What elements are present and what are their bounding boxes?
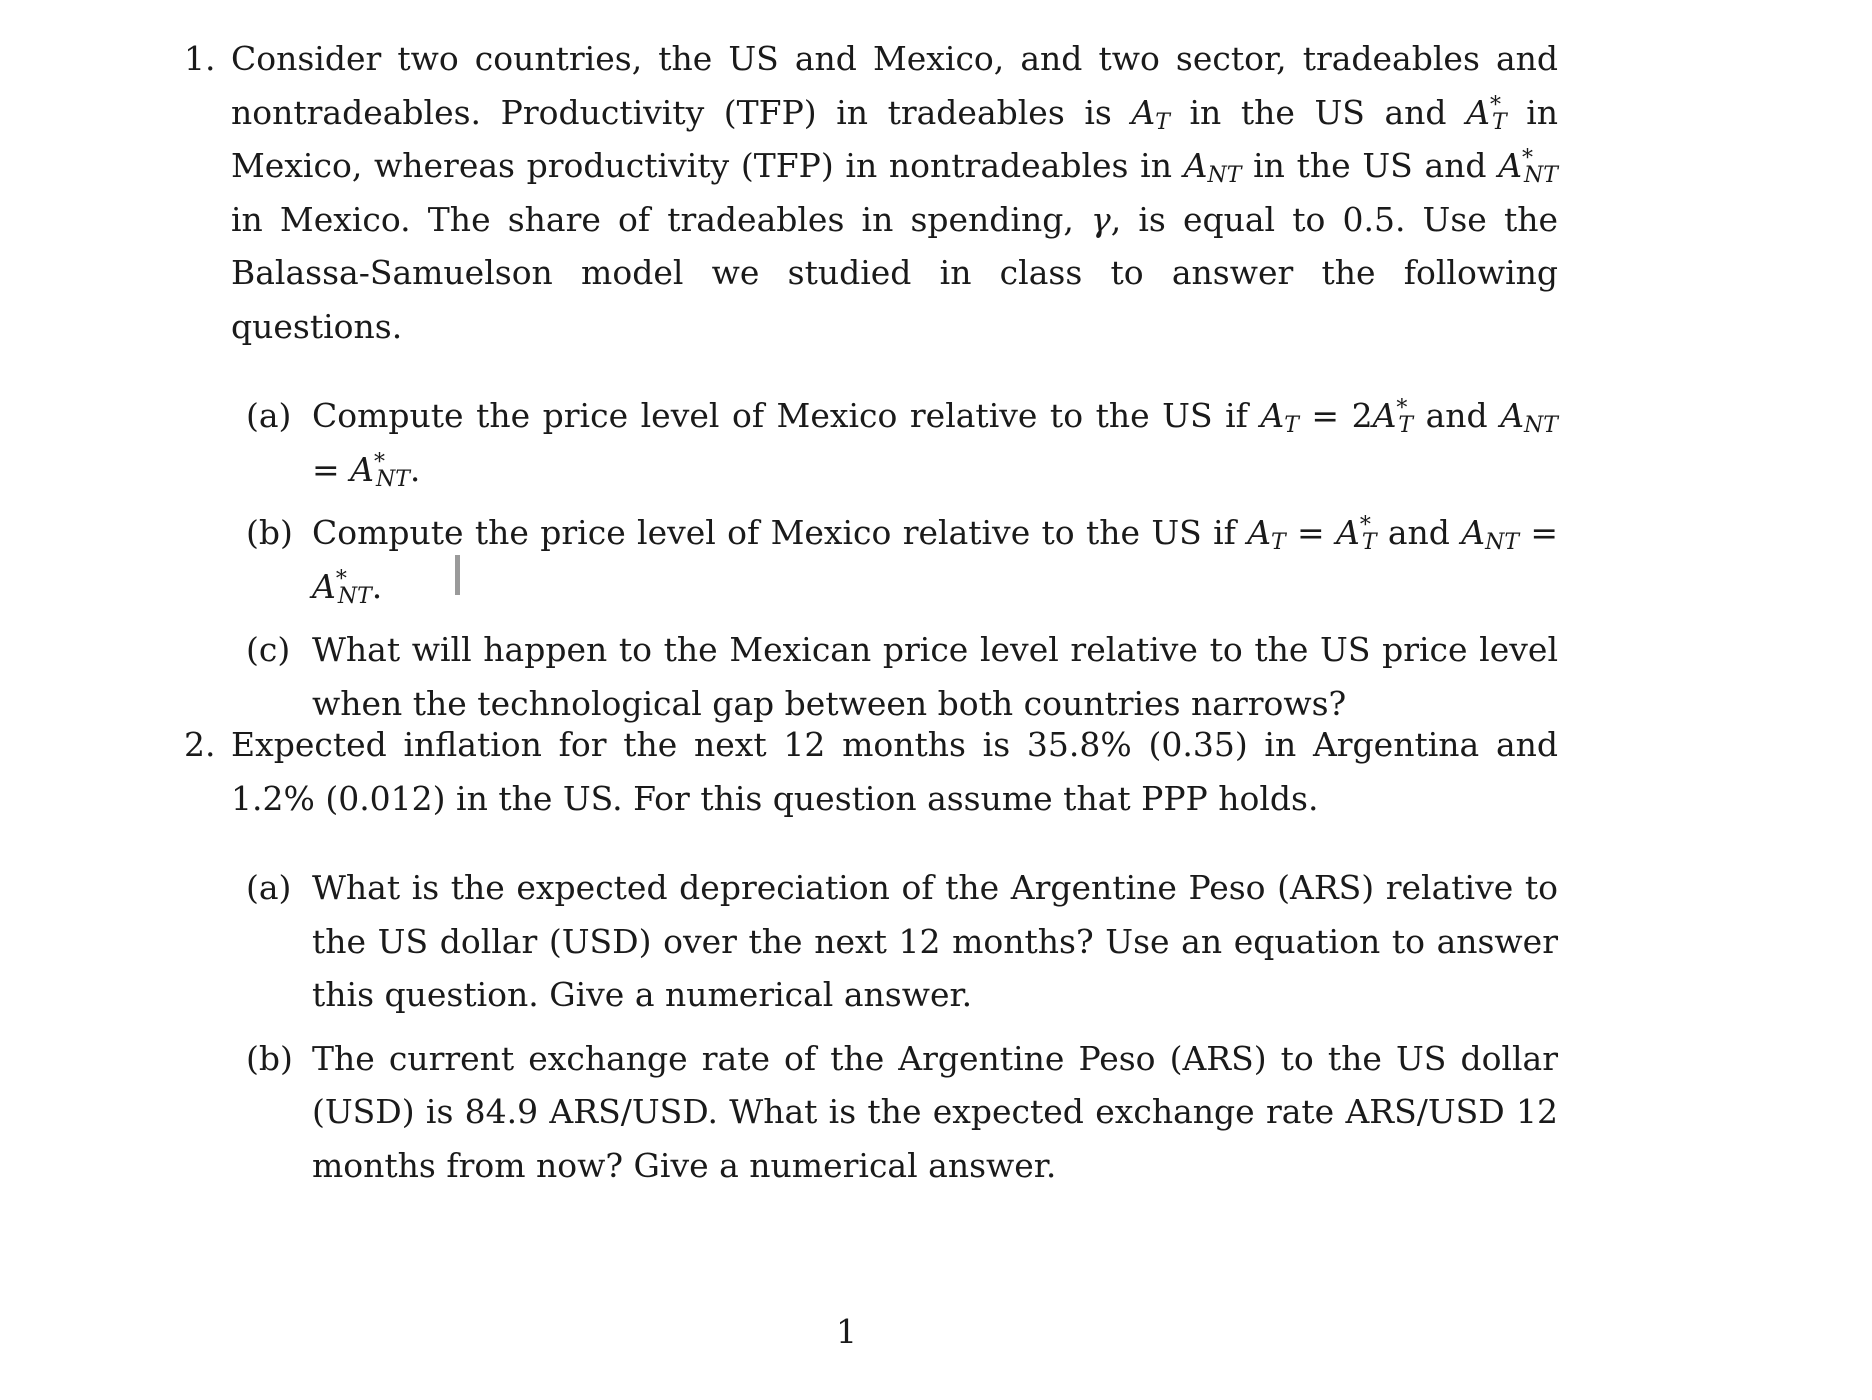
- subitem-text: What is the expected depreciation of the Argentine Peso (ARS) relative to the US dollar (USD) over the next 12 months? Use an equation to answer this question. Give a numerical answer.: [312, 868, 1558, 1014]
- problem-2-subitems: [184, 861, 1558, 1192]
- math-a-nt: $A_{NT}$: [1183, 146, 1242, 188]
- subitem-label: (c): [246, 630, 291, 669]
- problem-1-subitems: [184, 389, 1558, 730]
- subitem-label: (a): [246, 868, 292, 907]
- problem-1: [184, 32, 1558, 740]
- subitem-label: (b): [246, 513, 293, 552]
- intro-text-6: , is equal to 0.5. Use the Balassa-Samuelson model we studied in class to answer the following questions.: [231, 199, 1559, 346]
- math-equation-1: $A_T = 2A^*_T$: [1260, 396, 1414, 438]
- page-number: 1: [836, 1312, 857, 1351]
- math-equation-2: $A_{NT} = A^*_{NT}$: [312, 513, 1558, 609]
- subitem-1a: [246, 389, 1558, 496]
- intro-text-5: in Mexico. The share of tradeables in spending,: [231, 199, 1091, 239]
- math-equation-2: $A_{NT} = A^*_{NT}$: [312, 396, 1558, 492]
- subitem-text: What will happen to the Mexican price level relative to the US price level when the technological gap between both countries narrows?: [312, 630, 1558, 723]
- math-equation-1: $A_T = A^*_T$: [1247, 513, 1377, 555]
- problem-2: [184, 718, 1558, 1202]
- subitem-label: (b): [246, 1038, 293, 1078]
- math-gamma: γ: [1090, 199, 1111, 239]
- math-a-t-star: $A^*_T$: [1466, 92, 1507, 135]
- subitem-label: (a): [246, 396, 292, 435]
- intro-text-2: in the US and: [1169, 92, 1467, 132]
- subitem-text: Compute the price level of Mexico relative to the US if $A_T = A^*_T$ and $A_{NT} = A^*_{NT}$.: [312, 513, 1558, 609]
- problem-2-intro: Expected inflation for the next 12 months is 35.8% (0.35) in Argentina and 1.2% (0.012) in the US. For this question assume that PPP holds.: [231, 725, 1558, 818]
- math-a-nt-star: $A^*_{NT}$: [1498, 146, 1558, 188]
- subitem-2b: [246, 1032, 1558, 1193]
- subitem-1b: [246, 506, 1558, 613]
- problem-number: 1.: [184, 39, 216, 78]
- subitem-text: The current exchange rate of the Argentine Peso (ARS) to the US dollar (USD) is 84.9 ARS/USD. What is the expected exchange rate ARS/USD 12 months from now? Give a numerical answer.: [312, 1038, 1558, 1185]
- intro-text-3: in Mexico, whereas productivity (TFP) in nontradeables in: [231, 92, 1558, 185]
- math-a-t: $A_T$: [1131, 92, 1170, 135]
- text-cursor: [455, 555, 460, 595]
- subitem-text: Compute the price level of Mexico relative to the US if $A_T = 2A^*_T$ and $A_{NT} = A^*_{NT}$.: [312, 396, 1558, 492]
- subitem-2a: [246, 861, 1558, 1022]
- subitem-1c: [246, 623, 1558, 730]
- intro-text-4: in the US and: [1241, 146, 1499, 185]
- problem-1-intro: [231, 32, 1558, 353]
- problem-number: 2.: [184, 725, 216, 764]
- intro-text-1: Consider two countries, the US and Mexico, and two sector, tradeables and nontradeables. Productivity (TFP) in tradeables is: [231, 39, 1558, 132]
